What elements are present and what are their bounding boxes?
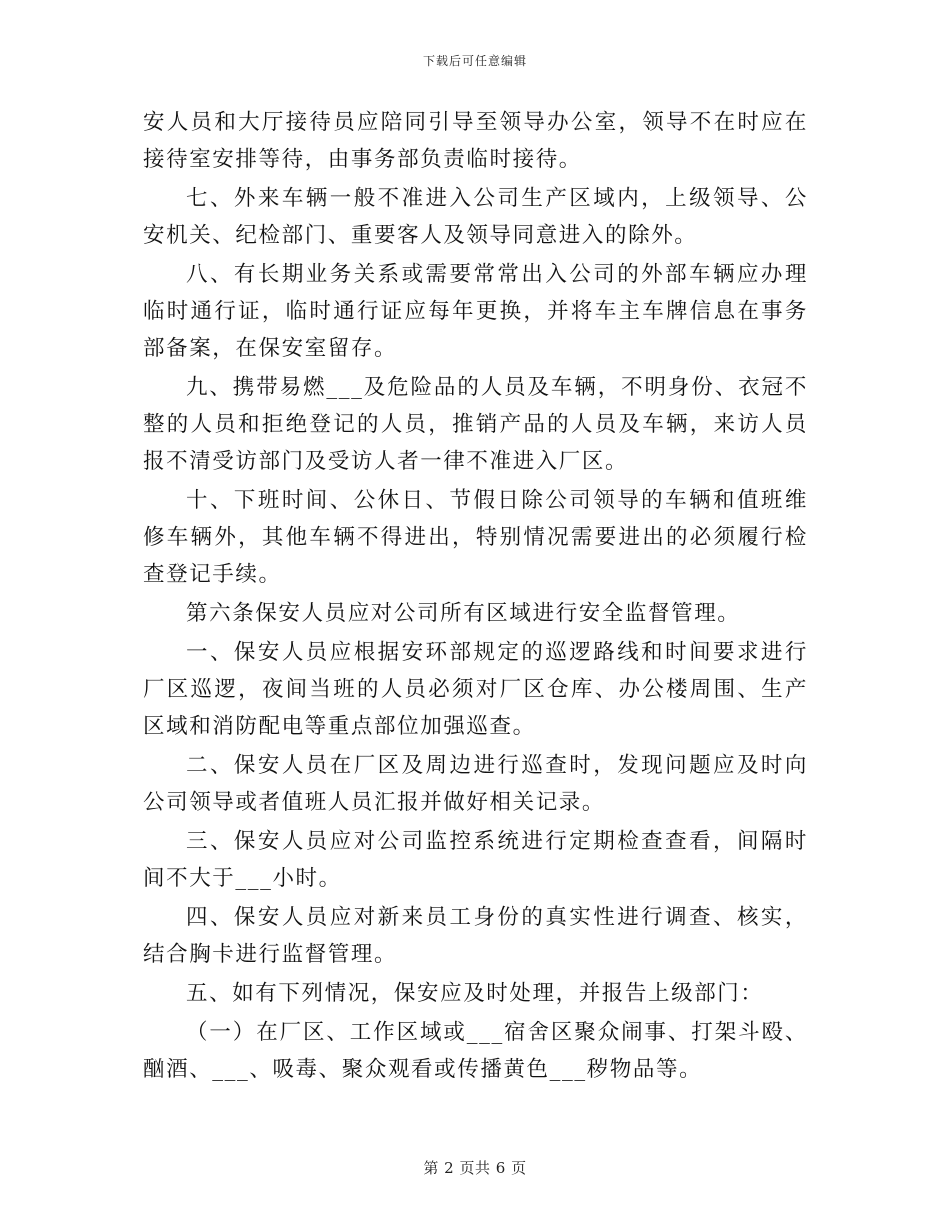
paragraph-item-2: 二、保安人员在厂区及周边进行巡查时，发现问题应及时向公司领导或者值班人员汇报并做好相关记录。	[143, 753, 808, 815]
paragraph-item-9: 九、携带易燃___及危险品的人员及车辆，不明身份、衣冠不整的人员和拒绝登记的人员，推销产品的人员及车辆，来访人员报不清受访部门及受访人者一律不准进入厂区。	[143, 375, 808, 474]
article-6-heading: 第六条保安人员应对公司所有区域进行安全监督管理。	[186, 601, 741, 626]
paragraph-item-10: 十、下班时间、公休日、节假日除公司领导的车辆和值班维修车辆外，其他车辆不得进出，特别情况需要进出的必须履行检查登记手续。	[143, 488, 808, 587]
paragraph-item-4: 四、保安人员应对新来员工身份的真实性进行调查、核实，结合胸卡进行监督管理。	[143, 905, 808, 967]
paragraph-item-1: 一、保安人员应根据安环部规定的巡逻路线和时间要求进行厂区巡逻，夜间当班的人员必须对厂区仓库、办公楼周围、生产区域和消防配电等重点部位加强巡查。	[143, 640, 808, 739]
paragraph-subitem-1: （一）在厂区、工作区域或___宿舍区聚众闹事、打架斗殴、酗酒、___、吸毒、聚众观看或传播黄色___秽物品等。	[143, 1020, 808, 1082]
page-footer: 第 2 页共 6 页	[423, 1159, 527, 1177]
paragraph-item-3: 三、保安人员应对公司监控系统进行定期检查查看，间隔时间不大于___小时。	[143, 829, 808, 891]
paragraph-item-8: 八、有长期业务关系或需要常常出入公司的外部车辆应办理临时通行证，临时通行证应每年更换，并将车主车牌信息在事务部备案，在保安室留存。	[143, 262, 808, 361]
paragraph-item-7: 七、外来车辆一般不准进入公司生产区域内，上级领导、公安机关、纪检部门、重要客人及领导同意进入的除外。	[143, 186, 808, 248]
paragraph-item-5: 五、如有下列情况，保安应及时处理，并报告上级部门：	[186, 981, 764, 1006]
page-header: 下载后可任意编辑	[422, 54, 527, 68]
document-body	[143, 104, 808, 1088]
paragraph-continuation: 安人员和大厅接待员应陪同引导至领导办公室，领导不在时应在接待室安排等待，由事务部负责临时接待。	[143, 110, 808, 172]
